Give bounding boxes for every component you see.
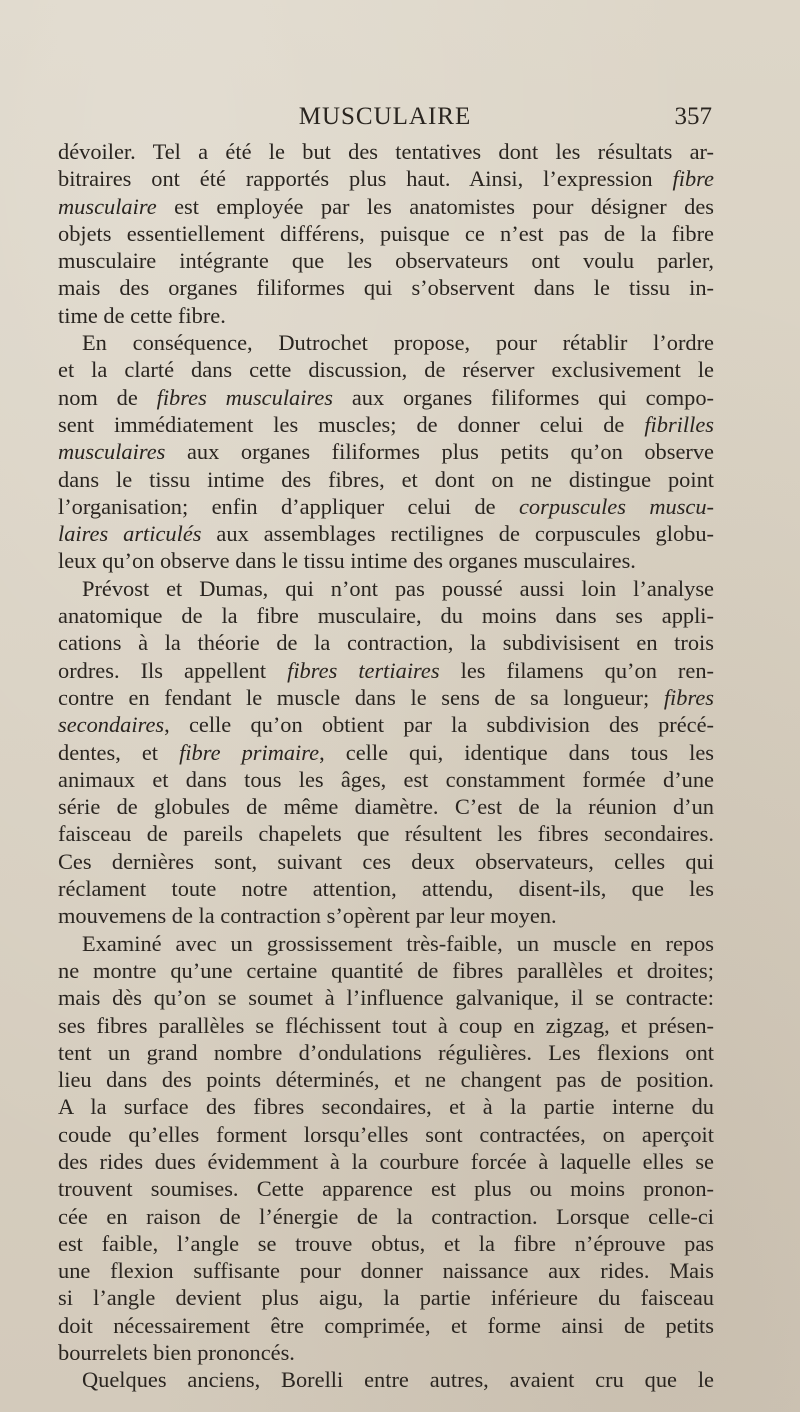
text-segment: aux assemblages rectilignes de corpuscules globu- bbox=[201, 521, 714, 547]
text-segment: A la surface des fibres secondaires, et à la partie interne du bbox=[58, 1094, 714, 1120]
italic-text: fibre primaire bbox=[179, 739, 320, 765]
text-segment: , celle qui, identique dans tous les bbox=[319, 739, 715, 765]
italic-text: fibrilles bbox=[644, 411, 714, 437]
text-segment: dévoiler. Tel a été le but des tentatives dont les résultats ar- bbox=[58, 139, 714, 164]
text-segment: cée en raison de l’énergie de la contraction. Lorsque celle-ci bbox=[58, 1203, 714, 1229]
text-line bbox=[58, 711, 714, 738]
text-segment: une flexion suffisante pour donner naissance aux rides. Mais bbox=[58, 1258, 714, 1284]
text-line bbox=[58, 575, 714, 602]
text-line bbox=[58, 902, 714, 929]
text-segment: bourrelets bien prononcés. bbox=[58, 1340, 295, 1366]
text-segment: contre en fendant le muscle dans le sens de sa longueur; bbox=[58, 684, 664, 710]
text-line bbox=[58, 302, 714, 329]
running-head bbox=[58, 101, 712, 135]
italic-text: musculaires bbox=[58, 439, 166, 465]
italic-text: laires articulés bbox=[58, 521, 202, 547]
text-segment: est employée par les anatomistes pour désigner des bbox=[156, 193, 714, 219]
text-segment: En conséquence, Dutrochet propose, pour rétablir l’ordre bbox=[82, 330, 714, 356]
text-segment: réclament toute notre attention, attendu, disent-ils, que les bbox=[58, 876, 714, 902]
text-line bbox=[58, 766, 714, 793]
text-segment: bitraires ont été rapportés plus haut. Ainsi, l’expression bbox=[58, 166, 673, 192]
text-line bbox=[58, 1012, 714, 1039]
text-segment: Ces dernières sont, suivant ces deux observateurs, celles qui bbox=[58, 848, 714, 874]
text-segment: Quelques anciens, Borelli entre autres, avaient cru que le bbox=[82, 1367, 714, 1393]
text-segment: trouvent soumises. Cette apparence est plus ou moins pronon- bbox=[58, 1176, 714, 1202]
text-segment: objets essentiellement différens, puisque ce n’est pas de la fibre bbox=[58, 220, 714, 246]
text-segment: tent un grand nombre d’ondulations régulières. Les flexions ont bbox=[58, 1039, 714, 1065]
text-line bbox=[58, 1203, 714, 1230]
text-segment: anatomique de la fibre musculaire, du moins dans ses appli- bbox=[58, 603, 714, 629]
text-segment: est faible, l’angle se trouve obtus, et la fibre n’éprouve pas bbox=[58, 1230, 714, 1256]
text-line bbox=[58, 466, 714, 493]
italic-text: corpuscules muscu- bbox=[518, 493, 714, 519]
text-segment: cations à la théorie de la contraction, la subdivisisent en trois bbox=[58, 630, 714, 656]
text-line bbox=[58, 1312, 714, 1339]
text-line bbox=[58, 520, 714, 547]
text-line bbox=[58, 1366, 714, 1393]
text-segment: dentes, et bbox=[58, 739, 180, 765]
text-line bbox=[58, 629, 714, 656]
text-line bbox=[58, 1257, 714, 1284]
text-line bbox=[58, 438, 714, 465]
running-head-title: MUSCULAIRE bbox=[298, 103, 472, 130]
text-segment: série de globules de même diamètre. C’est de la réunion d’un bbox=[58, 794, 714, 820]
text-segment: animaux et dans tous les âges, est constamment formée d’une bbox=[58, 766, 714, 792]
text-line bbox=[58, 247, 714, 274]
text-segment: lieu dans des points déterminés, et ne changent pas de position. bbox=[58, 1067, 714, 1093]
text-line bbox=[58, 1039, 714, 1066]
text-line bbox=[58, 220, 714, 247]
italic-text: fibre bbox=[672, 166, 714, 192]
text-line bbox=[58, 1230, 714, 1257]
text-segment: Examiné avec un grossissement très-faible, un muscle en repos bbox=[82, 930, 714, 956]
text-line bbox=[58, 1339, 714, 1366]
text-segment: mais des organes filiformes qui s’observent dans le tissu in- bbox=[58, 275, 714, 301]
italic-text: fibres tertiaires bbox=[287, 657, 440, 683]
text-segment: dans le tissu intime des fibres, et dont on ne distingue point bbox=[58, 466, 714, 492]
text-line bbox=[58, 793, 714, 820]
text-segment: ne montre qu’une certaine quantité de fibres parallèles et droites; bbox=[58, 957, 714, 983]
text-line bbox=[58, 1121, 714, 1148]
text-line bbox=[58, 602, 714, 629]
text-line bbox=[58, 657, 714, 684]
text-line bbox=[58, 274, 714, 301]
text-line bbox=[58, 930, 714, 957]
text-segment: Prévost et Dumas, qui n’ont pas poussé aussi loin l’analyse bbox=[82, 575, 714, 601]
text-segment: et la clarté dans cette discussion, de réserver exclusivement le bbox=[58, 357, 714, 383]
text-line bbox=[58, 493, 714, 520]
page-number: 357 bbox=[674, 103, 712, 130]
text-line bbox=[58, 1175, 714, 1202]
text-line bbox=[58, 739, 714, 766]
text-line bbox=[58, 138, 714, 165]
text-segment: leux qu’on observe dans le tissu intime des organes musculaires. bbox=[58, 548, 636, 574]
text-line bbox=[58, 1148, 714, 1175]
text-line bbox=[58, 1284, 714, 1311]
text-segment: des rides dues évidemment à la courbure forcée à laquelle elles se bbox=[58, 1148, 714, 1174]
text-segment: faisceau de pareils chapelets que résultent les fibres secondaires. bbox=[58, 821, 714, 847]
text-line bbox=[58, 165, 714, 192]
text-segment: musculaire intégrante que les observateurs ont voulu parler, bbox=[58, 248, 714, 274]
italic-text: secondaires bbox=[58, 712, 165, 738]
text-line bbox=[58, 684, 714, 711]
italic-text: fibres bbox=[663, 684, 714, 710]
text-line bbox=[58, 356, 714, 383]
italic-text: musculaire bbox=[58, 193, 157, 219]
text-line bbox=[58, 848, 714, 875]
text-line bbox=[58, 411, 714, 438]
text-line bbox=[58, 329, 714, 356]
text-segment: sent immédiatement les muscles; de donner celui de bbox=[58, 411, 645, 437]
text-line bbox=[58, 1066, 714, 1093]
text-line bbox=[58, 984, 714, 1011]
text-line bbox=[58, 384, 714, 411]
text-segment: l’organisation; enfin d’appliquer celui de bbox=[58, 493, 519, 519]
text-line bbox=[58, 1093, 714, 1120]
text-segment: les filamens qu’on ren- bbox=[439, 657, 714, 683]
text-line bbox=[58, 875, 714, 902]
text-segment: , celle qu’on obtient par la subdivision des précé- bbox=[164, 712, 714, 738]
text-line bbox=[58, 547, 714, 574]
text-segment: aux organes filiformes qui compo- bbox=[333, 384, 714, 410]
text-segment: mais dès qu’on se soumet à l’influence galvanique, il se contracte: bbox=[58, 985, 714, 1011]
body-text bbox=[58, 138, 714, 1394]
text-line bbox=[58, 957, 714, 984]
text-segment: nom de bbox=[58, 384, 157, 410]
italic-text: fibres musculaires bbox=[156, 384, 333, 410]
text-segment: time de cette fibre. bbox=[58, 302, 226, 328]
text-segment: coude qu’elles forment lorsqu’elles sont contractées, on aperçoit bbox=[58, 1121, 714, 1147]
text-segment: mouvemens de la contraction s’opèrent par leur moyen. bbox=[58, 903, 557, 929]
text-line bbox=[58, 820, 714, 847]
text-segment: ses fibres parallèles se fléchissent tout à coup en zigzag, et présen- bbox=[58, 1012, 714, 1038]
text-segment: doit nécessairement être comprimée, et forme ainsi de petits bbox=[58, 1312, 714, 1338]
text-segment: si l’angle devient plus aigu, la partie inférieure du faisceau bbox=[58, 1285, 714, 1311]
text-line bbox=[58, 193, 714, 220]
text-segment: ordres. Ils appellent bbox=[58, 657, 288, 683]
text-segment: aux organes filiformes plus petits qu’on observe bbox=[165, 439, 714, 465]
